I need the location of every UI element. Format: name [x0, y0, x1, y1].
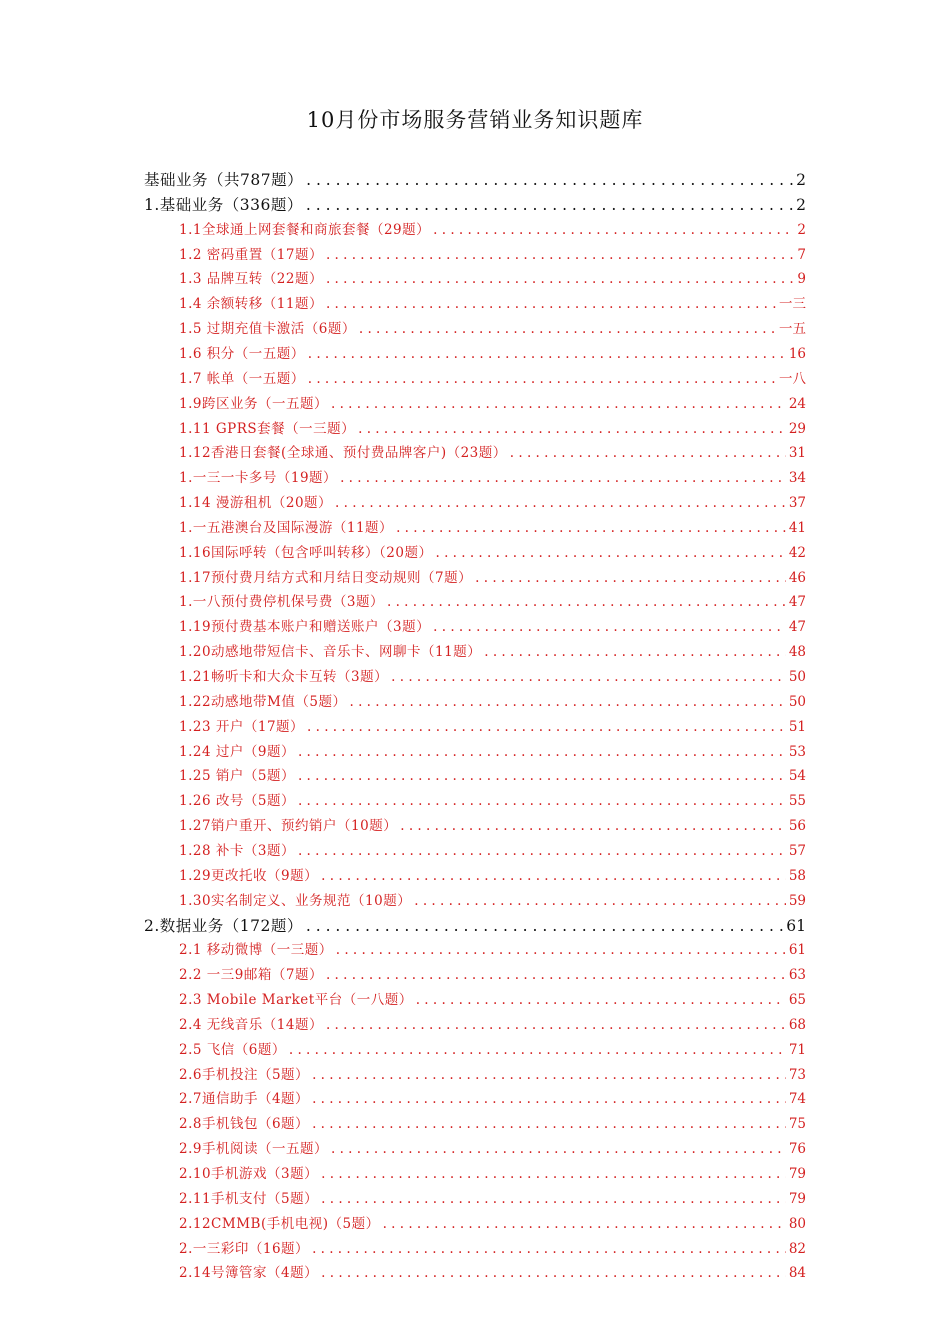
toc-entry-label: 2.7通信助手（4题） [179, 1091, 310, 1108]
toc-dot-leader [359, 321, 776, 337]
toc-entry-label: 1.24 过户（9题） [179, 743, 295, 760]
toc-entry-label: 2.8手机钱包（6题） [179, 1116, 310, 1133]
toc-page-number: 一八 [779, 370, 806, 387]
toc-page-number: 48 [788, 644, 806, 661]
toc-dot-leader [475, 570, 786, 586]
toc-page-number: 84 [788, 1265, 806, 1282]
toc-dot-leader [306, 917, 783, 935]
toc-subsection-entry[interactable] [179, 417, 806, 437]
toc-subsection-entry[interactable] [179, 1087, 806, 1107]
toc-subsection-entry[interactable] [179, 615, 806, 635]
toc-dot-leader [414, 893, 786, 909]
toc-dot-leader [326, 967, 786, 983]
toc-dot-leader [336, 942, 786, 958]
toc-page-number: 82 [788, 1240, 806, 1257]
toc-subsection-entry[interactable] [179, 715, 806, 735]
toc-entry-label: 2.6手机投注（5题） [179, 1066, 310, 1083]
toc-dot-leader [312, 1091, 786, 1107]
toc-subsection-entry[interactable] [179, 1187, 806, 1207]
toc-page-number: 53 [788, 743, 806, 760]
toc-subsection-entry[interactable] [179, 566, 806, 586]
toc-dot-leader [340, 470, 786, 486]
toc-entry-label: 1.23 开户（17题） [179, 718, 305, 735]
toc-subsection-entry[interactable] [179, 789, 806, 809]
toc-dot-leader [326, 271, 794, 287]
toc-page-number: 7 [797, 246, 806, 263]
toc-dot-leader [484, 644, 786, 660]
toc-page-number: 42 [788, 544, 806, 561]
toc-dot-leader [321, 1191, 786, 1207]
toc-dot-leader [335, 495, 786, 511]
toc-subsection-entry[interactable] [179, 1112, 806, 1132]
toc-dot-leader [306, 196, 793, 214]
toc-subsection-entry[interactable] [179, 516, 806, 536]
toc-dot-leader [396, 520, 786, 536]
toc-entry-label: 1.14 漫游租机（20题） [179, 495, 333, 512]
toc-entry-label: 1.7 帐单（一五题） [179, 370, 305, 387]
toc-page-number: 2 [796, 195, 806, 214]
toc-page-number: 71 [788, 1041, 806, 1058]
toc-subsection-entry[interactable] [179, 292, 806, 312]
toc-page-number: 65 [788, 992, 806, 1009]
toc-page-number: 9 [797, 271, 806, 288]
toc-page-number: 47 [788, 594, 806, 611]
toc-entry-label: 1.一八预付费停机保号费（3题） [179, 594, 384, 611]
toc-entry-label: 1.一五港澳台及国际漫游（11题） [179, 519, 394, 536]
toc-subsection-entry[interactable] [179, 317, 806, 337]
toc-entry-label: 1.26 改号（5题） [179, 793, 295, 810]
toc-dot-leader [358, 421, 786, 437]
toc-entry-label: 1.4 余额转移（11题） [179, 296, 323, 313]
toc-dot-leader [433, 222, 794, 238]
toc-page-number: 一五 [779, 321, 806, 338]
toc-dot-leader [312, 1116, 786, 1132]
toc-dot-leader [331, 396, 786, 412]
toc-page-number: 31 [788, 445, 806, 462]
toc-entry-label: 1.6 积分（一五题） [179, 345, 305, 362]
toc-dot-leader [289, 1042, 786, 1058]
toc-page-number: 41 [788, 519, 806, 536]
toc-entry-label: 2.3 Mobile Market平台（一八题） [179, 992, 413, 1009]
toc-subsection-entry[interactable] [179, 218, 806, 238]
toc-dot-leader [307, 719, 786, 735]
toc-entry-label: 1.30实名制定义、业务规范（10题） [179, 892, 412, 909]
toc-dot-leader [387, 594, 786, 610]
toc-subsection-entry[interactable] [179, 938, 806, 958]
toc-subsection-entry[interactable] [179, 814, 806, 834]
toc-subsection-entry[interactable] [179, 441, 806, 461]
toc-subsection-entry[interactable] [179, 690, 806, 710]
toc-subsection-entry[interactable] [179, 1237, 806, 1257]
toc-subsection-entry[interactable] [179, 1162, 806, 1182]
toc-entry-label: 1.19预付费基本账户和赠送账户（3题） [179, 619, 431, 636]
toc-subsection-entry[interactable] [179, 963, 806, 983]
toc-page-number: 50 [788, 693, 806, 710]
toc-dot-leader [510, 445, 786, 461]
toc-entry-label: 1.22动感地带M值（5题） [179, 693, 347, 710]
toc-page-number: 一三 [779, 296, 806, 313]
toc-subsection-entry[interactable] [179, 640, 806, 660]
toc-entry-label: 1.16国际呼转（包含呼叫转移）（20题） [179, 544, 433, 561]
toc-subsection-entry[interactable] [179, 243, 806, 263]
toc-page-number: 59 [788, 892, 806, 909]
toc-entry-label: 2.4 无线音乐（14题） [179, 1016, 323, 1033]
toc-subsection-entry[interactable] [179, 342, 806, 362]
toc-page-number: 79 [788, 1166, 806, 1182]
toc-subsection-entry[interactable] [179, 1212, 806, 1232]
toc-dot-leader [321, 1166, 786, 1182]
toc-entry-label: 1.11 GPRS套餐（一三题） [179, 420, 356, 437]
toc-dot-leader [433, 619, 786, 635]
toc-page-number: 2 [797, 221, 806, 238]
toc-entry-label: 1.20动感地带短信卡、音乐卡、网聊卡（11题） [179, 644, 482, 661]
toc-entry-label: 2.5 飞信（6题） [179, 1041, 286, 1058]
toc-page-number: 24 [788, 395, 806, 412]
toc-page-number: 55 [788, 793, 806, 810]
toc-dot-leader [306, 171, 793, 189]
toc-subsection-entry[interactable] [179, 988, 806, 1008]
toc-page-number: 51 [788, 718, 806, 735]
toc-subsection-entry[interactable] [179, 665, 806, 685]
toc-subsection-entry[interactable] [179, 1137, 806, 1157]
toc-subsection-entry[interactable] [179, 864, 806, 884]
toc-page-number: 54 [788, 768, 806, 785]
toc-section-entry[interactable] [144, 193, 806, 215]
toc-page-number: 74 [788, 1091, 806, 1108]
toc-subsection-entry[interactable] [179, 590, 806, 610]
toc-page-number: 16 [788, 345, 806, 362]
toc-entry-label: 1.29更改托收（9题） [179, 867, 319, 884]
toc-dot-leader [383, 1216, 786, 1232]
toc-entry-label: 1.2 密码重置（17题） [179, 246, 323, 263]
toc-entry-label: 1.17预付费月结方式和月结日变动规则（7题） [179, 569, 473, 586]
toc-entry-label: 基础业务（共787题） [144, 171, 304, 189]
toc-entry-label: 2.数据业务（172题） [144, 916, 303, 935]
toc-page-number: 47 [788, 619, 806, 636]
toc-subsection-entry[interactable] [179, 541, 806, 561]
toc-entry-label: 1.一三一卡多号（19题） [179, 470, 338, 487]
toc-subsection-entry[interactable] [179, 392, 806, 412]
toc-page-number: 79 [788, 1190, 806, 1207]
toc-entry-label: 1.12香港日套餐(全球通、预付费品牌客户)（23题） [179, 445, 507, 462]
toc-entry-label: 1.9跨区业务（一五题） [179, 395, 328, 412]
toc-subsection-entry[interactable] [179, 1038, 806, 1058]
toc-dot-leader [312, 1241, 786, 1257]
toc-entry-label: 1.基础业务（336题） [144, 195, 303, 214]
toc-page-number: 61 [786, 916, 806, 935]
toc-subsection-entry[interactable] [179, 1063, 806, 1083]
toc-entry-label: 2.2 一三9邮箱（7题） [179, 967, 323, 984]
toc-page-number: 2 [796, 171, 806, 189]
toc-subsection-entry[interactable] [179, 740, 806, 760]
toc-dot-leader [349, 694, 785, 710]
toc-dot-leader [391, 669, 786, 685]
toc-page-number: 75 [788, 1116, 806, 1133]
toc-subsection-entry[interactable] [179, 367, 806, 387]
toc-dot-leader [326, 1017, 786, 1033]
toc-page-number: 58 [788, 867, 806, 884]
toc-dot-leader [308, 371, 776, 387]
toc-entry-label: 1.1全球通上网套餐和商旅套餐（29题） [179, 221, 431, 238]
toc-dot-leader [326, 296, 776, 312]
toc-entry-label: 1.28 补卡（3题） [179, 842, 295, 859]
toc-page-number: 73 [788, 1066, 806, 1083]
toc-subsection-entry[interactable] [179, 267, 806, 287]
toc-section-entry[interactable] [144, 914, 806, 936]
toc-dot-leader [416, 992, 786, 1008]
toc-entry-label: 1.3 品牌互转（22题） [179, 271, 323, 288]
toc-entry-label: 2.一三彩印（16题） [179, 1240, 310, 1257]
toc-section-entry[interactable] [144, 168, 806, 190]
toc-page-number: 68 [788, 1016, 806, 1033]
toc-entry-label: 1.25 销户（5题） [179, 768, 295, 785]
toc-page-number: 63 [788, 967, 806, 984]
toc-entry-label: 2.9手机阅读（一五题） [179, 1141, 328, 1158]
toc-dot-leader [298, 793, 786, 809]
toc-dot-leader [331, 1141, 786, 1157]
document-title: 10月份市场服务营销业务知识题库 [306, 108, 644, 132]
toc-dot-leader [436, 545, 786, 561]
toc-dot-leader [308, 346, 786, 362]
toc-subsection-entry[interactable] [179, 491, 806, 511]
toc-entry-label: 2.1 移动微博（一三题） [179, 942, 333, 959]
toc-entry-label: 2.10手机游戏（3题） [179, 1166, 319, 1182]
toc-dot-leader [298, 768, 786, 784]
toc-subsection-entry[interactable] [179, 1261, 806, 1281]
toc-entry-label: 1.27销户重开、预约销户（10题） [179, 818, 398, 835]
toc-page-number: 80 [788, 1215, 806, 1232]
toc-page-number: 29 [788, 420, 806, 437]
toc-page-number: 37 [788, 495, 806, 512]
toc-dot-leader [321, 1265, 786, 1281]
toc-page-number: 50 [788, 669, 806, 685]
toc-page-number: 56 [788, 818, 806, 835]
toc-entry-label: 1.21畅听卡和大众卡互转（3题） [179, 669, 389, 685]
toc-subsection-entry[interactable] [179, 839, 806, 859]
toc-page-number: 61 [788, 942, 806, 959]
toc-dot-leader [326, 247, 794, 263]
toc-page-number: 76 [788, 1141, 806, 1158]
toc-entry-label: 1.5 过期充值卡激活（6题） [179, 321, 356, 338]
toc-subsection-entry[interactable] [179, 889, 806, 909]
toc-subsection-entry[interactable] [179, 466, 806, 486]
toc-page-number: 57 [788, 842, 806, 859]
toc-subsection-entry[interactable] [179, 764, 806, 784]
toc-subsection-entry[interactable] [179, 1013, 806, 1033]
toc-dot-leader [400, 818, 786, 834]
toc-dot-leader [312, 1067, 786, 1083]
toc-page-number: 34 [788, 470, 806, 487]
toc-dot-leader [321, 868, 786, 884]
toc-dot-leader [298, 843, 786, 859]
toc-dot-leader [298, 744, 786, 760]
toc-page-number: 46 [788, 569, 806, 586]
toc-entry-label: 2.11手机支付（5题） [179, 1190, 319, 1207]
toc-entry-label: 2.12CMMB(手机电视)（5题） [179, 1215, 380, 1232]
toc-entry-label: 2.14号簿管家（4题） [179, 1265, 319, 1282]
